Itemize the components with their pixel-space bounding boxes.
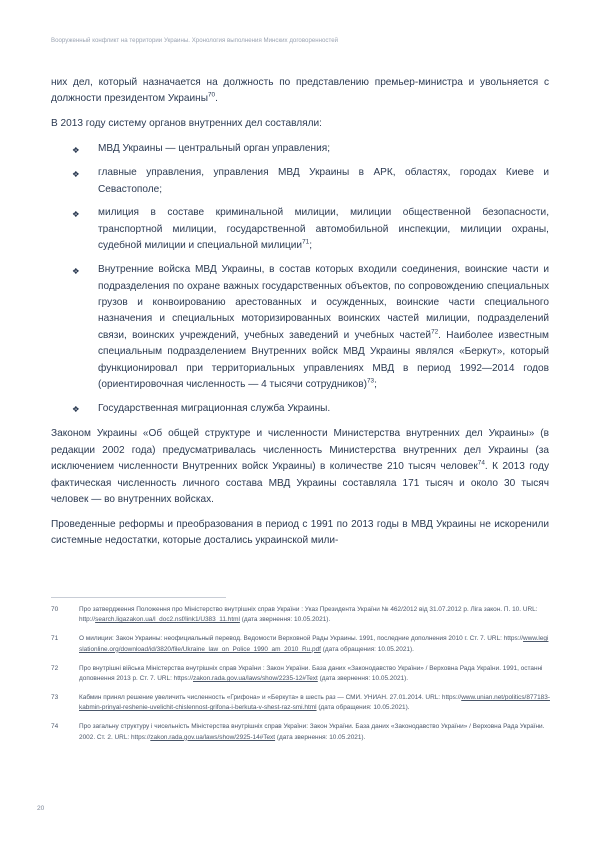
footnote-entry <box>51 634 550 655</box>
list-item <box>51 262 549 393</box>
footnote-access-date: (дата обращения: 10.05.2021). <box>320 645 414 653</box>
footnote-text: Кабмин принял решение увеличить численность «Грифона» и «Беркута» в шесть раз — СМИ. УНИАН. 27.01.2014. URL: https:// <box>79 693 462 701</box>
diamond-bullet-icon: ❖ <box>72 144 80 155</box>
list-item-text: МВД Украины — центральный орган управления; <box>98 143 330 155</box>
diamond-bullet-icon: ❖ <box>72 168 80 179</box>
list-item-text: Государственная миграционная служба Украины. <box>98 402 331 414</box>
footnote-ref-73[interactable]: 73 <box>366 377 375 385</box>
footnote-number: 71 <box>51 635 59 643</box>
footnote-text: Про загальну структуру і чисельність Міністерства внутрішніх справ України: Закон України. База даних «Законодавство України» / Верховна Рада України. 2002. Ст. 2. URL: https:// <box>79 723 545 741</box>
footnote-text: Про внутрішні війська Міністерства внутрішніх справ України : Закон України. База даних «Законодавство України» / Верховна Рада України. 1991, останні доповнення 2013 р. Ст. 7. URL: https:// <box>79 664 543 683</box>
list-item-text: милиция в составе криминальной милиции, милиции общественной безопасности, транспортной милиции, государственной автомобильной инспекции, милиции охраны, судебной милиции и специальной милиции <box>98 207 549 252</box>
footnote-url-link[interactable]: zakon.rada.gov.ua/laws/show/2235-12#Text <box>193 675 318 683</box>
paragraph-text: них дел, который назначается на должность по представлению премьер-министра и увольняется с должности президентом Украины <box>51 77 549 105</box>
footnote-access-date: (дата обращения: 10.05.2021). <box>316 704 410 712</box>
paragraph-reforms: Проведенные реформы и преобразования в период с 1991 по 2013 годы в МВД Украины не искоренили системные недостатки, которые достались украинской мили- <box>51 518 549 547</box>
paragraph-continuation <box>51 75 549 108</box>
paragraph-tail: . <box>215 93 218 105</box>
footnote-access-date: (дата звернення: 10.05.2021). <box>239 616 331 624</box>
list-item <box>51 205 549 254</box>
paragraph-law-numbers <box>51 426 549 508</box>
footnote-ref-70[interactable]: 70 <box>207 92 216 100</box>
footnote-entry <box>51 722 550 743</box>
running-header: Вооруженный конфликт на территории Украины. Хронология выполнения Минских договоренностей <box>51 37 339 44</box>
diamond-bullet-icon: ❖ <box>72 265 80 276</box>
footnote-number: 72 <box>51 664 59 672</box>
list-item-tail: ; <box>309 240 312 252</box>
diamond-bullet-icon: ❖ <box>72 208 80 219</box>
list-item <box>51 165 549 198</box>
footnote-ref-74[interactable]: 74 <box>477 459 485 467</box>
footnote-number: 73 <box>51 693 59 701</box>
footnote-url-link[interactable]: www.unian.net/politics/877183-kabmin-prinyal-reshenie-uvelichit-chislennost-grifona-i-berkuta-v-shest-raz-smi.html <box>79 693 550 712</box>
footnote-ref-71[interactable]: 71 <box>302 238 310 246</box>
body-column <box>51 75 549 550</box>
paragraph-tail: . К 2013 году фактическая численность личного состава МВД Украины составляла 171 тысяч и около 30 тысяч человек — во внутренних войсках. <box>51 461 549 505</box>
list-item-text: Внутренние войска МВД Украины, в состав которых входили соединения, воинские части и подразделения по охране важных государственных объектов, по сопровождению специальных грузов и конвоированию арестованных и осужденных, воинские части специального назначения и специальных моторизированных воинских частей милиции, подразделений связи, воинских учреждений, учебных заведений и учебных частей <box>98 264 549 341</box>
footnote-access-date: (дата звернення: 10.05.2021). <box>317 675 409 683</box>
footnote-number: 74 <box>51 723 59 731</box>
diamond-bullet-icon: ❖ <box>72 404 80 415</box>
list-item-text-continued: . Наиболее известным специальным подразделением Внутренних войск МВД Украины являлся «Беркут», который функционировал при территориальных управлениях МВД в период 1992—2014 годов (ориентировочная численность — 4 тысячи сотрудников) <box>98 329 550 390</box>
paragraph-text: Законом Украины «Об общей структуре и численности Министерства внутренних дел Украины» (в редакции 2002 года) предусматривалась численность Министерства внутренних дел Украины (за исключением численности Внутренних войск Украины) в количестве 210 тысяч человек <box>51 428 549 473</box>
footnote-entry <box>51 605 550 626</box>
footnote-access-date: (дата звернення: 10.05.2021). <box>275 733 366 741</box>
footnote-url-link[interactable]: zakon.rada.gov.ua/laws/show/2925-14#Text <box>150 733 276 741</box>
list-item <box>51 141 549 157</box>
footnote-entry <box>51 664 550 685</box>
footnote-url-link[interactable]: www.legislationline.org/download/id/3820/file/Ukraine_law_on_Police_1990_am_2010_Ru.pdf <box>79 635 549 653</box>
footnote-url-link[interactable]: search.ligazakon.ua/l_doc2.nsf/link1/U383_11.html <box>95 616 240 624</box>
footnote-section <box>51 597 550 743</box>
footnote-text: Про затвердження Положення про Міністерство внутрішніх справ України : Указ Президента України № 462/2012 від 31.07.2012 р. Ліга закон. П. 10. URL: http:// <box>79 606 538 624</box>
page-number: 20 <box>37 805 45 812</box>
list-item-text: главные управления, управления МВД Украины в АРК, областях, городах Киеве и Севастополе; <box>98 167 549 195</box>
footnote-text: О милиции: Закон Украины: неофициальный перевод. Ведомости Верховной Рады Украины. 1991, последние дополнения 2010 г. Ст. 7. URL: https:// <box>79 635 524 643</box>
footnote-entry <box>51 693 550 714</box>
paragraph-intro-list: В 2013 году систему органов внутренних дел составляли: <box>51 118 322 130</box>
list-item-tail: ; <box>374 379 377 390</box>
footnote-ref-72[interactable]: 72 <box>431 328 439 336</box>
footnote-number: 70 <box>51 606 59 613</box>
bullet-list <box>51 141 549 417</box>
list-item <box>51 401 549 417</box>
footnote-separator-rule <box>51 597 226 598</box>
